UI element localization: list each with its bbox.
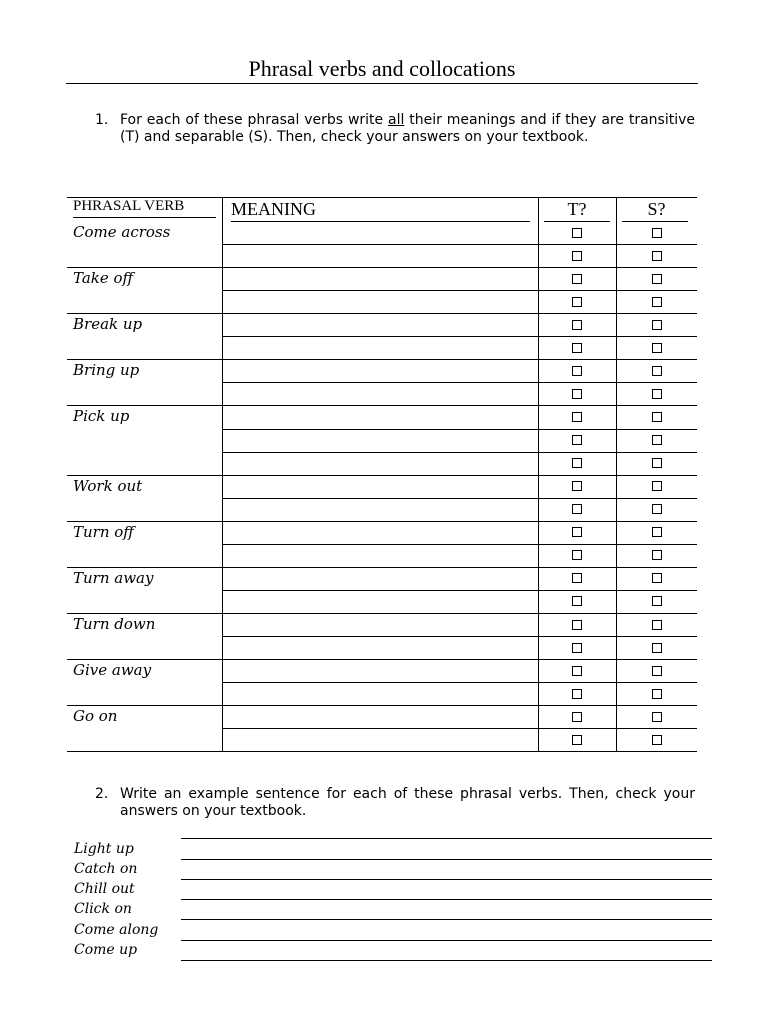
meaning-field[interactable] (223, 567, 538, 590)
transitive-checkbox[interactable] (572, 458, 582, 468)
phrasal-verb-label: Give away (73, 661, 152, 680)
separable-checkbox[interactable] (652, 389, 662, 399)
page-title: Phrasal verbs and collocations (248, 56, 516, 81)
meaning-field[interactable] (223, 521, 538, 544)
header-underline-t (544, 221, 610, 222)
transitive-checkbox[interactable] (572, 573, 582, 583)
meaning-field[interactable] (223, 728, 538, 751)
transitive-checkbox[interactable] (572, 366, 582, 376)
phrasal-verb-label: Take off (73, 269, 134, 288)
separable-checkbox[interactable] (652, 366, 662, 376)
instruction-1-number: 1. (95, 112, 109, 128)
transitive-checkbox[interactable] (572, 274, 582, 284)
phrasal-verb-label: Work out (73, 476, 143, 495)
separable-checkbox[interactable] (652, 458, 662, 468)
separable-checkbox[interactable] (652, 435, 662, 445)
example-phrasal-verb: Come along (74, 922, 159, 938)
header-transitive: T? (567, 199, 587, 219)
separable-checkbox[interactable] (652, 481, 662, 491)
meaning-field[interactable] (223, 267, 538, 290)
separable-checkbox[interactable] (652, 573, 662, 583)
meaning-field[interactable] (223, 336, 538, 359)
verb-group-divider (67, 751, 697, 752)
example-phrasal-verb: Click on (74, 901, 132, 917)
sentence-line[interactable] (181, 838, 712, 839)
meaning-field[interactable] (223, 244, 538, 267)
transitive-checkbox[interactable] (572, 596, 582, 606)
sentence-line[interactable] (181, 919, 712, 920)
meaning-field[interactable] (223, 359, 538, 382)
transitive-checkbox[interactable] (572, 527, 582, 537)
meaning-field[interactable] (223, 313, 538, 336)
instruction-2-number: 2. (95, 786, 109, 802)
meaning-field[interactable] (223, 682, 538, 705)
phrasal-verb-label: Turn away (73, 568, 154, 587)
sentence-line[interactable] (181, 879, 712, 880)
transitive-checkbox[interactable] (572, 504, 582, 514)
meaning-field[interactable] (223, 544, 538, 567)
separable-checkbox[interactable] (652, 412, 662, 422)
example-phrasal-verb: Light up (74, 841, 134, 857)
separable-checkbox[interactable] (652, 689, 662, 699)
transitive-checkbox[interactable] (572, 389, 582, 399)
meaning-field[interactable] (223, 290, 538, 313)
separable-checkbox[interactable] (652, 504, 662, 514)
separable-checkbox[interactable] (652, 343, 662, 353)
sentence-line[interactable] (181, 899, 712, 900)
separable-checkbox[interactable] (652, 550, 662, 560)
transitive-checkbox[interactable] (572, 712, 582, 722)
separable-checkbox[interactable] (652, 666, 662, 676)
transitive-checkbox[interactable] (572, 550, 582, 560)
phrasal-verb-label: Bring up (73, 361, 140, 380)
meaning-field[interactable] (223, 475, 538, 498)
separable-checkbox[interactable] (652, 274, 662, 284)
transitive-checkbox[interactable] (572, 481, 582, 491)
transitive-checkbox[interactable] (572, 620, 582, 630)
instruction-1-emphasis: all (388, 112, 405, 128)
instruction-1 (95, 112, 695, 146)
meaning-field[interactable] (223, 613, 538, 636)
instruction-2 (95, 786, 695, 820)
example-phrasal-verb: Catch on (74, 861, 138, 877)
meaning-field[interactable] (223, 405, 538, 428)
meaning-field[interactable] (223, 705, 538, 728)
separable-checkbox[interactable] (652, 712, 662, 722)
instruction-1-text-end: their meanings and if they are transitive (T) and separable (S). Then, check your answers on your textbook. (120, 112, 695, 145)
meaning-field[interactable] (223, 636, 538, 659)
separable-checkbox[interactable] (652, 643, 662, 653)
transitive-checkbox[interactable] (572, 435, 582, 445)
separable-checkbox[interactable] (652, 320, 662, 330)
transitive-checkbox[interactable] (572, 228, 582, 238)
example-phrasal-verb: Chill out (74, 881, 135, 897)
separable-checkbox[interactable] (652, 251, 662, 261)
separable-checkbox[interactable] (652, 527, 662, 537)
header-meaning: MEANING (231, 199, 316, 219)
phrasal-verb-label: Break up (73, 315, 143, 334)
phrasal-verb-label: Turn down (73, 615, 156, 634)
meaning-field[interactable] (223, 221, 538, 244)
transitive-checkbox[interactable] (572, 666, 582, 676)
example-phrasal-verb: Come up (74, 942, 138, 958)
phrasal-verb-label: Pick up (73, 407, 130, 426)
transitive-checkbox[interactable] (572, 643, 582, 653)
transitive-checkbox[interactable] (572, 320, 582, 330)
header-separable: S? (647, 199, 666, 219)
instruction-2-text: Write an example sentence for each of these phrasal verbs. Then, check your answers on your textbook. (120, 786, 695, 819)
instruction-1-text-start: For each of these phrasal verbs write (120, 112, 389, 128)
phrasal-verb-label: Come across (73, 223, 171, 241)
table-top-border (67, 197, 697, 198)
header-phrasal-verb: PHRASAL VERB (73, 198, 185, 214)
transitive-checkbox[interactable] (572, 689, 582, 699)
transitive-checkbox[interactable] (572, 297, 582, 307)
sentence-line[interactable] (181, 960, 712, 961)
meaning-field[interactable] (223, 429, 538, 452)
meaning-field[interactable] (223, 382, 538, 405)
header-underline-phrasal-verb (73, 217, 216, 218)
separable-checkbox[interactable] (652, 228, 662, 238)
phrasal-verb-label: Go on (73, 707, 118, 726)
meaning-field[interactable] (223, 590, 538, 613)
phrasal-verb-label: Turn off (73, 522, 134, 541)
separable-checkbox[interactable] (652, 735, 662, 745)
meaning-field[interactable] (223, 659, 538, 682)
meaning-field[interactable] (223, 452, 538, 475)
meaning-field[interactable] (223, 498, 538, 521)
transitive-checkbox[interactable] (572, 412, 582, 422)
transitive-checkbox[interactable] (572, 343, 582, 353)
transitive-checkbox[interactable] (572, 735, 582, 745)
separable-checkbox[interactable] (652, 596, 662, 606)
separable-checkbox[interactable] (652, 620, 662, 630)
title-underline (66, 83, 698, 84)
header-underline-s (622, 221, 688, 222)
separable-checkbox[interactable] (652, 297, 662, 307)
sentence-line[interactable] (181, 859, 712, 860)
sentence-line[interactable] (181, 940, 712, 941)
transitive-checkbox[interactable] (572, 251, 582, 261)
